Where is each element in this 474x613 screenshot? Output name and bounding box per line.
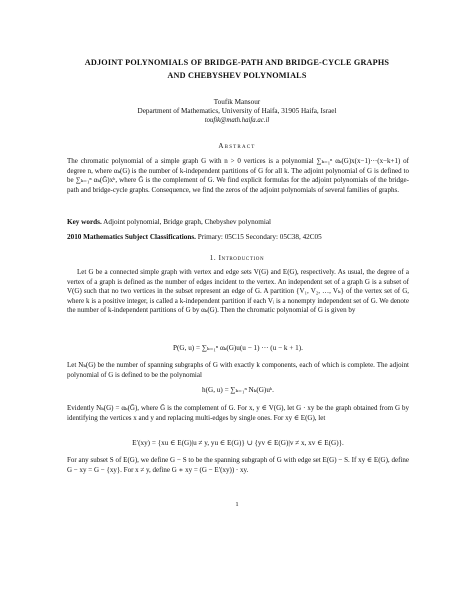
msc-line	[67, 233, 409, 243]
section-heading: 1. Introduction	[209, 254, 265, 262]
equation-edge-set: E′(xy) = {xu ∈ E(G)|u ≠ y, yu ∈ E(G)} ∪ {yv ∈ E(G)|v ≠ x, xv ∈ E(G)}.	[132, 439, 344, 447]
keywords-value: Adjoint polynomial, Bridge graph, Chebyshev polynomial	[103, 218, 272, 226]
keywords-label: Key words.	[67, 218, 102, 226]
intro-paragraph-2	[67, 361, 409, 380]
intro-paragraph-3	[67, 404, 409, 423]
author-name: Toufik Mansour	[213, 98, 261, 106]
paragraph-4: For any subset S of E(G), we define G − S to be the spanning subgraph of G with edge set E(G) − S. If xy ∈ E(G), define G − xy = G − {xy}. For x ≠ y, define G ∗ xy = (G − E′(xy)) · xy.	[67, 456, 409, 474]
author-affiliation: Department of Mathematics, University of Haifa, 31905 Haifa, Israel	[137, 107, 337, 115]
intro-paragraph-4	[67, 456, 409, 475]
paragraph-2: Let Nₖ(G) be the number of spanning subgraphs of G with exactly k components, each of which is complete. The adjoint polynomial of G is defined to be the polynomial	[67, 361, 409, 379]
paragraph-3: Evidently Nₖ(G) = αₖ(Ḡ), where Ḡ is the complement of G. For x, y ∈ V(G), let G · xy be the graph obtained from G by identifying the vertices x and y and replacing multi-edges by single ones. For xy ∈ E(G), let	[67, 404, 409, 422]
title-line-2: AND CHEBYSHEV POLYNOMIALS	[167, 71, 307, 80]
msc-label: 2010 Mathematics Subject Classifications.	[67, 233, 196, 241]
page-number: 1	[235, 501, 239, 508]
equation-chromatic: P(G, u) = ∑ₖ₌₁ⁿ αₖ(G)u(u − 1) ··· (u − k + 1).	[173, 344, 303, 352]
abstract-text: The chromatic polynomial of a simple graph G with n > 0 vertices is a polynomial ∑ₖ₌₁ⁿ αₖ(G)x(x−1)···(x−k+1) of degree n, where αₖ(G) is the number of k-independent partitions of G for all k. The adjoint polynomial of G is defined to be ∑ₖ₌₁ⁿ αₖ(Ḡ)xᵏ, where Ḡ is the complement of G. We find explicit formulas for the adjoint polynomials of the bridge-path and bridge-cycle graphs. Consequence, we find the zeros of the adjoint polynomials of several families of graphs.	[67, 157, 409, 194]
author-email: toufik@math.haifa.ac.il	[204, 117, 270, 124]
title-line-1: ADJOINT POLYNOMIALS OF BRIDGE-PATH AND BRIDGE-CYCLE GRAPHS	[84, 58, 390, 67]
paper-title	[30, 56, 444, 82]
abstract-heading: Abstract	[218, 142, 256, 150]
msc-value: Primary: 05C15 Secondary: 05C38, 42C05	[197, 233, 322, 241]
keywords-line	[67, 218, 409, 228]
intro-paragraph-1	[67, 268, 409, 316]
equation-adjoint: h(G, u) = ∑ₖ₌₁ⁿ Nₖ(G)uᵏ.	[202, 386, 274, 394]
paragraph-1: Let G be a connected simple graph with vertex and edge sets V(G) and E(G), respectively. As usual, the degree of a vertex of a graph is defined as the number of edges incident to the vertex. An independent set of a graph G is a subset of V(G) such that no two vertices in the subset represent an edge of G. A partition {V₁, V₂, …, Vₖ} of the vertex set of G, where k is a positive integer, is called a k-independent partition if each Vᵢ is a nonempty independent set of G. We denote the number of k-independent partitions of G by αₖ(G). Then the chromatic polynomial of G is given by	[67, 268, 409, 315]
